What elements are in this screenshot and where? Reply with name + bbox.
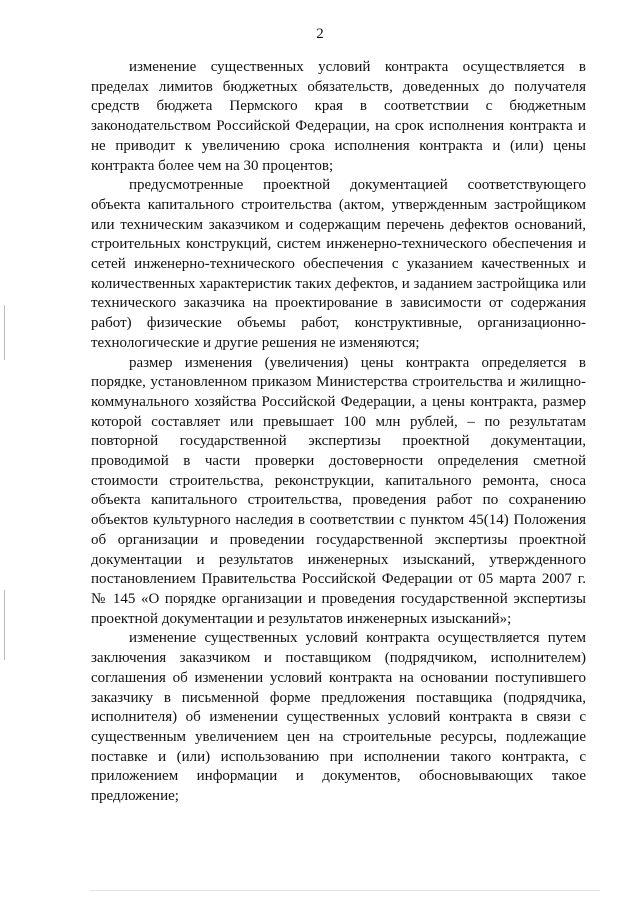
paragraph-price-change-amount: размер изменения (увеличения) цены контракта определяется в порядке, установленном приказом Министерства строительства и жилищно-коммунального хозяйства Российской Федерации, а цены контракта, размер которой составляет или превышает 100 млн рублей, – по результатам повторной государственной экспертизы проектной документации, проводимой в части проверки достоверности определения сметной стоимости строительства, реконструкции, капитального ремонта, сноса объекта капитального строительства, проведения работ по сохранению объектов культурного наследия в соответствии с пунктом 45(14) Положения об организации и проведении государственной экспертизы проектной документации и результатов инженерных изысканий, утвержденного постановлением Правительства Российской Федерации от 05 марта 2007 г. № 145 «О порядке организации и проведения государственной экспертизы проектной документации и результатов инженерных изысканий»;	[91, 354, 586, 627]
paragraph-contract-change-limits: изменение существенных условий контракта осуществляется в пределах лимитов бюджетных обязательств, доведенных до получателя средств бюджета Пермского края в соответствии с бюджетным законодательством Российской Федерации, на срок исполнения контракта и не приводит к увеличению срока исполнения контракта и (или) цены контракта более чем на 30 процентов;	[91, 59, 586, 174]
scan-margin-mark	[4, 590, 5, 660]
scan-margin-mark	[4, 305, 5, 360]
paragraph-project-documentation: предусмотренные проектной документацией соответствующего объекта капитального строительства (актом, утвержденным застройщиком или техническим заказчиком и содержащим перечень дефектов оснований, строительных конструкций, систем инженерно-технического обеспечения и сетей инженерно-технического обеспечения с указанием качественных и количественных характеристик таких дефектов, и заданием застройщика или технического заказчика на проектирование в зависимости от содержания работ) физические объемы работ, конструктивные, организационно-технологические и другие решения не изменяются;	[91, 177, 586, 351]
page-number: 2	[316, 26, 324, 42]
bottom-scan-edge	[90, 890, 600, 891]
document-body	[91, 58, 586, 807]
paragraph-agreement-procedure: изменение существенных условий контракта осуществляется путем заключения заказчиком и поставщиком (подрядчиком, исполнителем) соглашения об изменении условий контракта на основании поступившего заказчику в письменной форме предложения поставщика (подрядчика, исполнителя) об изменении существенных условий контракта в связи с существенным увеличением цен на строительные ресурсы, подлежащие поставке и (или) использованию при исполнении такого контракта, с приложением информации и документов, обосновывающих такое предложение;	[91, 630, 586, 805]
